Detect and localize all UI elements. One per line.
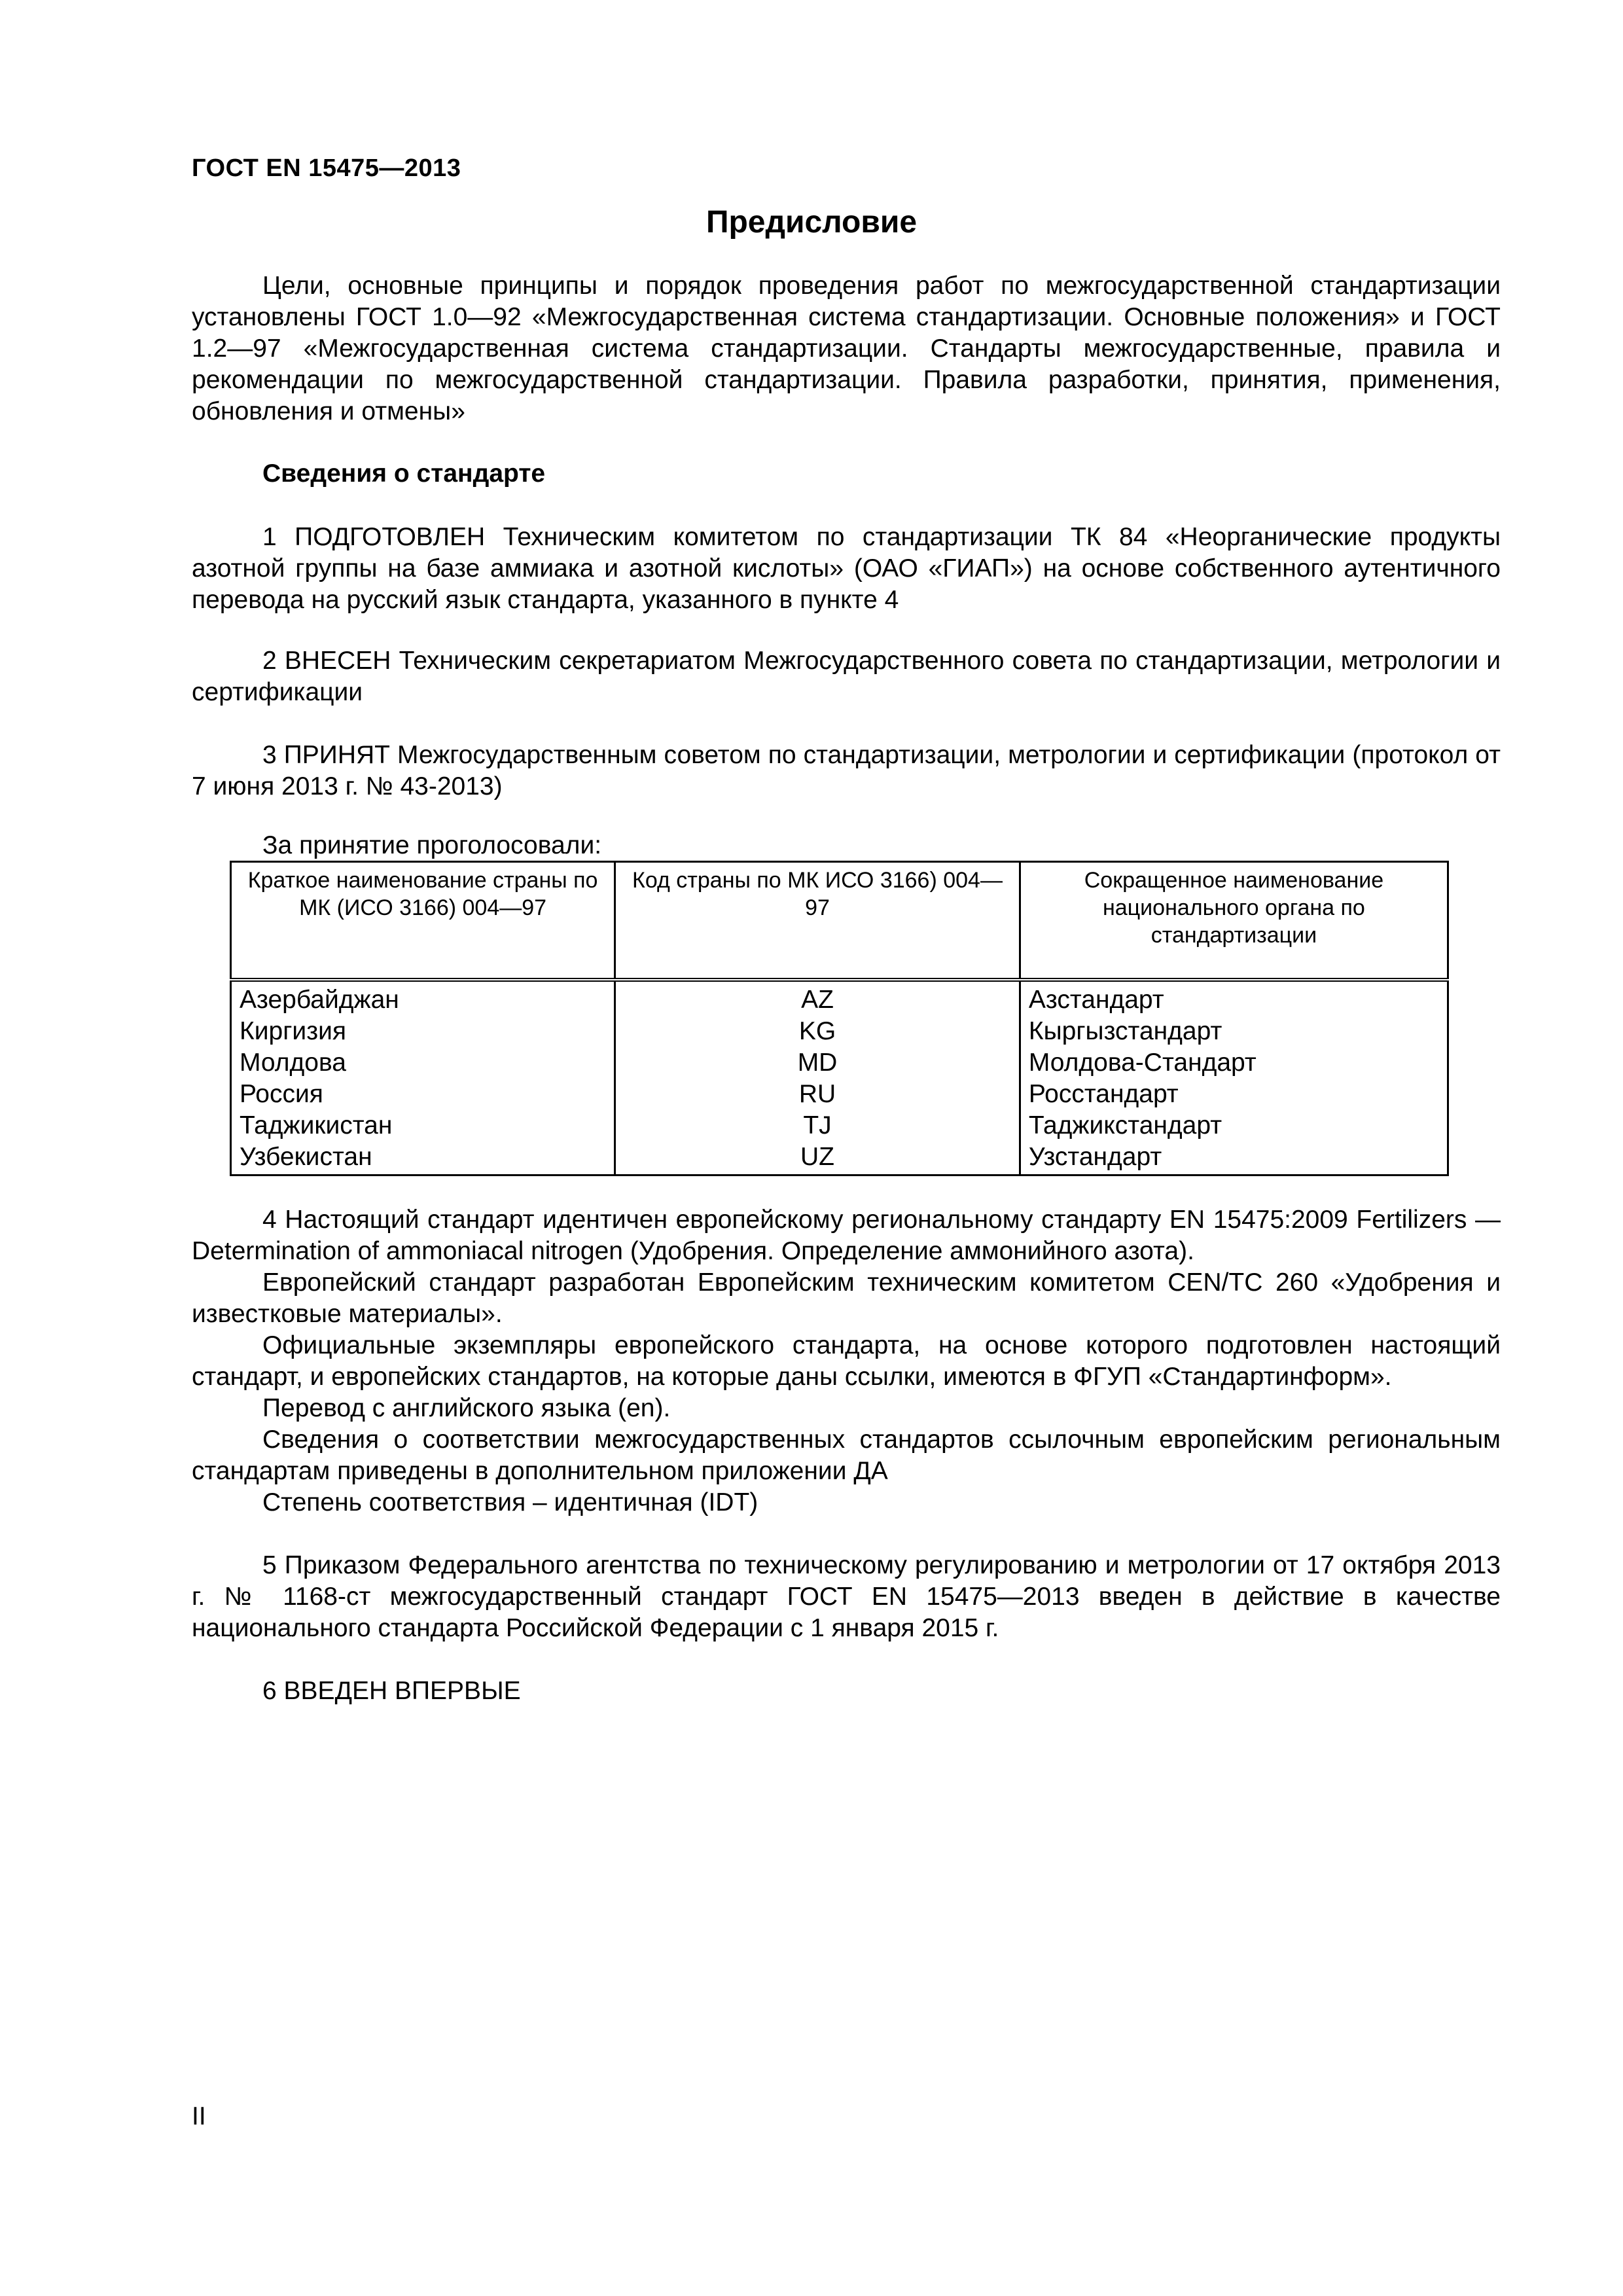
item-1-paragraph: 1 ПОДГОТОВЛЕН Техническим комитетом по стандартизации ТК 84 «Неорганические продукты азотной группы на базе аммиака и азотной кислоты» (ОАО «ГИАП») на основе собственного аутентичного перевода на русский язык стандарта, указанного в пункте 4: [192, 523, 1501, 614]
country-cell: Азербайджан: [231, 980, 615, 1016]
body-cell: Росстандарт: [1020, 1079, 1448, 1110]
table-row: [231, 1110, 1448, 1141]
item-4-copies-paragraph: Официальные экземпляры европейского стандарта, на основе которого подготовлен настоящий стандарт, и европейских стандартов, на которые даны ссылки, имеются в ФГУП «Стандартинформ».: [192, 1331, 1501, 1391]
item-4-paragraph: 4 Настоящий стандарт идентичен европейскому региональному стандарту EN 15475:2009 Fertilizers — Determination of ammoniacal nitrogen (Удобрения. Определение аммонийного азота).: [192, 1206, 1501, 1265]
table-row: [231, 1047, 1448, 1079]
body-cell: Узстандарт: [1020, 1141, 1448, 1175]
table-row: [231, 980, 1448, 1016]
code-cell: KG: [615, 1016, 1020, 1047]
code-cell: AZ: [615, 980, 1020, 1016]
country-cell: Узбекистан: [231, 1141, 615, 1175]
table-row: [231, 1016, 1448, 1047]
item-4-conformity-paragraph: Степень соответствия – идентичная (IDT): [262, 1488, 758, 1516]
code-cell: TJ: [615, 1110, 1020, 1141]
document-code: ГОСТ EN 15475—2013: [192, 154, 461, 182]
body-cell: Кыргызстандарт: [1020, 1016, 1448, 1047]
intro-paragraph: Цели, основные принципы и порядок проведения работ по межгосударственной стандартизации установлены ГОСТ 1.0—92 «Межгосударственная система стандартизации. Основные положения» и ГОСТ 1.2—97 «Межгосударственная система стандартизации. Стандарты межгосударственные, правила и рекомендации по межгосударственной стандартизации. Правила разработки, принятия, применения, обновления и отмены»: [192, 272, 1501, 425]
section-heading: Сведения о стандарте: [262, 459, 546, 488]
table-row: [231, 1079, 1448, 1110]
country-cell: Киргизия: [231, 1016, 615, 1047]
vote-caption: За принятие проголосовали:: [262, 831, 602, 859]
item-5-paragraph: 5 Приказом Федерального агентства по техническому регулированию и метрологии от 17 октября 2013 г. № 1168-ст межгосударственный стандарт ГОСТ EN 15475—2013 введен в действие в качестве национального стандарта Российской Федерации с 1 января 2015 г.: [192, 1551, 1501, 1642]
item-3-paragraph: 3 ПРИНЯТ Межгосударственным советом по стандартизации, метрологии и сертификации (протокол от 7 июня 2013 г. № 43-2013): [192, 741, 1501, 800]
header-country-name: Краткое наименование страны по МК (ИСО 3166) 004—97: [231, 862, 615, 980]
country-cell: Россия: [231, 1079, 615, 1110]
country-cell: Молдова: [231, 1047, 615, 1079]
item-4-references-paragraph: Сведения о соответствии межгосударственных стандартов ссылочным европейским региональным стандартам приведены в дополнительном приложении ДА: [192, 1426, 1501, 1485]
body-cell: Таджикстандарт: [1020, 1110, 1448, 1141]
table-row: [231, 1141, 1448, 1175]
table-header-row: [231, 862, 1448, 980]
item-2-paragraph: 2 ВНЕСЕН Техническим секретариатом Межгосударственного совета по стандартизации, метрологии и сертификации: [192, 647, 1501, 706]
voting-table: [230, 861, 1449, 1176]
code-cell: RU: [615, 1079, 1020, 1110]
item-4-translation-paragraph: Перевод с английского языка (en).: [262, 1394, 671, 1422]
header-standards-body: Сокращенное наименование национального органа по стандартизации: [1020, 862, 1448, 980]
page-number: II: [192, 2102, 206, 2130]
code-cell: UZ: [615, 1141, 1020, 1175]
item-4-committee-paragraph: Европейский стандарт разработан Европейским техническим комитетом CEN/TC 260 «Удобрения и известковые материалы».: [192, 1268, 1501, 1328]
body-cell: Азстандарт: [1020, 980, 1448, 1016]
header-country-code: Код страны по МК ИСО 3166) 004—97: [615, 862, 1020, 980]
item-6-paragraph: 6 ВВЕДЕН ВПЕРВЫЕ: [262, 1677, 521, 1705]
code-cell: MD: [615, 1047, 1020, 1079]
page-title: Предисловие: [705, 205, 918, 240]
country-cell: Таджикистан: [231, 1110, 615, 1141]
body-cell: Молдова-Стандарт: [1020, 1047, 1448, 1079]
